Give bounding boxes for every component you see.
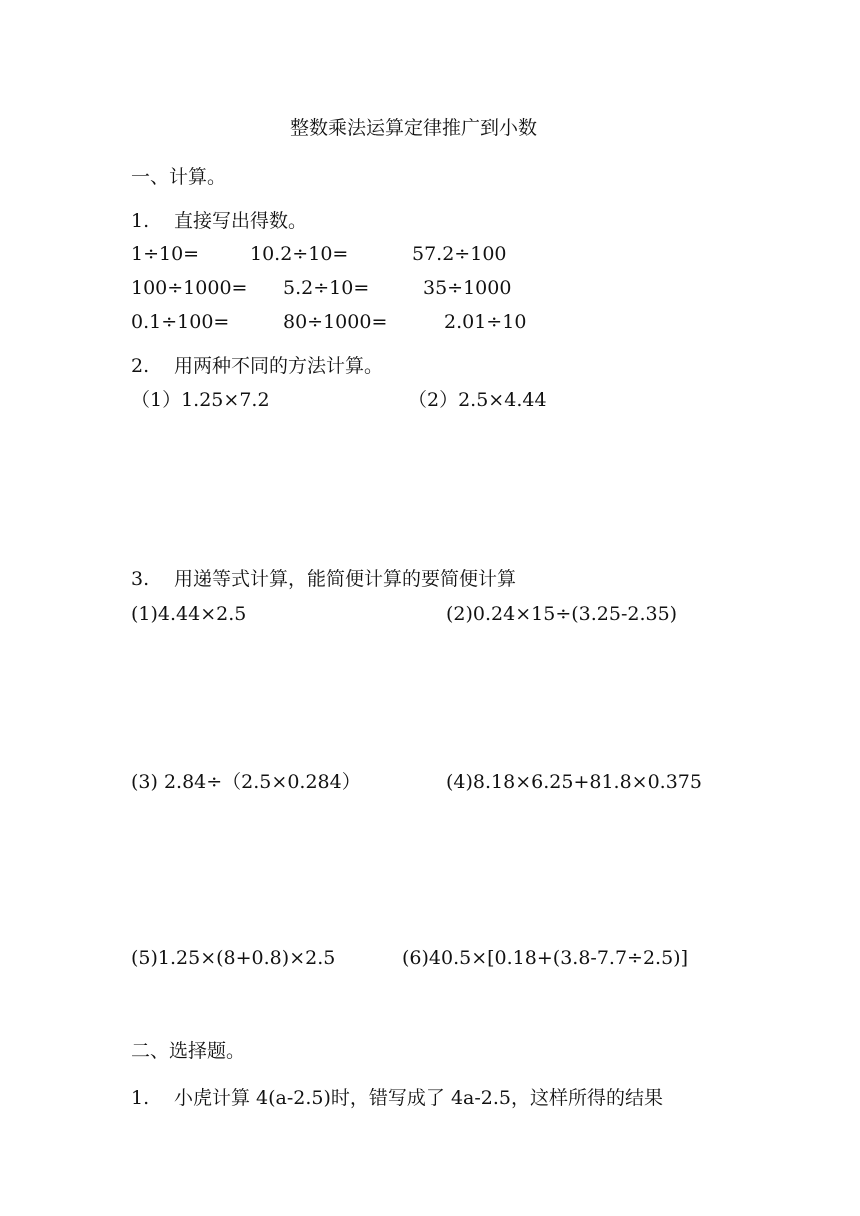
exercise-item: (6)40.5×[0.18+(3.8-7.7÷2.5)] xyxy=(402,947,689,969)
question-number: 2. xyxy=(131,355,150,377)
section-heading-calculation: 一、计算。 xyxy=(131,166,227,188)
exercise-item: 5.2÷10= xyxy=(283,277,370,299)
exercise-item: 35÷1000 xyxy=(423,277,512,299)
exercise-item: (2)0.24×15÷(3.25-2.35) xyxy=(446,603,678,625)
exercise-item: 80÷1000= xyxy=(283,311,388,333)
exercise-item: 10.2÷10= xyxy=(250,243,349,265)
exercise-item: (5)1.25×(8+0.8)×2.5 xyxy=(131,947,336,969)
section-heading-choice: 二、选择题。 xyxy=(131,1040,246,1062)
exercise-item: (3) 2.84÷（2.5×0.284） xyxy=(131,771,361,793)
question-number: 3. xyxy=(131,568,150,590)
exercise-item: （1）1.25×7.2 xyxy=(131,389,270,411)
exercise-item: 1÷10= xyxy=(131,243,200,265)
question-text: 直接写出得数。 xyxy=(174,210,308,232)
exercise-item: 57.2÷100 xyxy=(412,243,507,265)
exercise-item: 100÷1000= xyxy=(131,277,248,299)
question-number: 1. xyxy=(131,210,150,232)
exercise-item: 0.1÷100= xyxy=(131,311,230,333)
question-text: 用两种不同的方法计算。 xyxy=(174,355,384,377)
exercise-item: (4)8.18×6.25+81.8×0.375 xyxy=(446,771,702,793)
exercise-item: （2）2.5×4.44 xyxy=(408,389,547,411)
exercise-item: (1)4.44×2.5 xyxy=(131,603,247,625)
question-number: 1. xyxy=(131,1087,150,1109)
question-text: 小虎计算 4(a-2.5)时，错写成了 4a-2.5，这样所得的结果 xyxy=(174,1087,664,1109)
page-title: 整数乘法运算定律推广到小数 xyxy=(290,117,538,139)
exercise-item: 2.01÷10 xyxy=(444,311,527,333)
question-text: 用递等式计算，能简便计算的要简便计算 xyxy=(174,568,517,590)
